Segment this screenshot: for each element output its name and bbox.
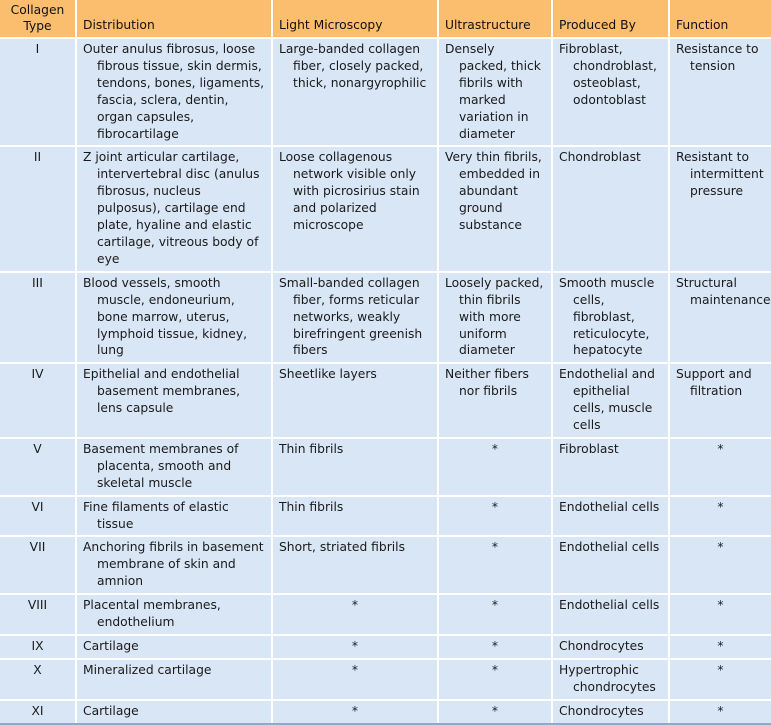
cell-function: * xyxy=(669,700,771,724)
header-distribution: Distribution xyxy=(76,0,272,38)
table-row xyxy=(0,659,771,700)
cell-light-microscopy: * xyxy=(272,659,438,700)
table-row xyxy=(0,363,771,438)
produced-by-text: Fibroblast, chondroblast, osteoblast, odontoblast xyxy=(559,42,657,107)
cell-produced-by xyxy=(552,496,669,537)
cell-produced-by xyxy=(552,146,669,271)
light-microscopy-text: Large-banded collagen fiber, closely packed, thick, nonargyrophilic xyxy=(279,42,427,90)
cell-ultrastructure: * xyxy=(438,594,552,635)
cell-function xyxy=(669,272,771,364)
ultrastructure-text: Loosely packed, thin fibrils with more uniform diameter xyxy=(445,275,544,358)
cell-ultrastructure xyxy=(438,272,552,364)
distribution-text: Cartilage xyxy=(83,703,139,718)
cell-type: II xyxy=(0,146,76,271)
function-text: Structural maintenance xyxy=(676,275,771,307)
distribution-text: Mineralized cartilage xyxy=(83,662,212,677)
distribution-text: Blood vessels, smooth muscle, endoneurium, bone marrow, uterus, lymphoid tissue, kidney, lung xyxy=(83,275,248,358)
header-row xyxy=(0,0,771,38)
light-microscopy-text: Thin fibrils xyxy=(279,441,344,456)
header-light-microscopy: Light Microscopy xyxy=(272,0,438,38)
table-row xyxy=(0,635,771,659)
cell-ultrastructure: * xyxy=(438,635,552,659)
cell-function: * xyxy=(669,496,771,537)
cell-type: IV xyxy=(0,363,76,438)
ultrastructure-text: Neither fibers nor fibrils xyxy=(445,367,529,399)
cell-produced-by xyxy=(552,38,669,146)
cell-light-microscopy: * xyxy=(272,700,438,724)
cell-distribution xyxy=(76,700,272,724)
produced-by-text: Hypertrophic chondrocytes xyxy=(559,662,656,694)
produced-by-text: Endothelial and epithelial cells, muscle cells xyxy=(559,367,655,433)
produced-by-text: Endothelial cells xyxy=(559,598,660,613)
cell-type: IX xyxy=(0,635,76,659)
cell-function: * xyxy=(669,635,771,659)
cell-ultrastructure xyxy=(438,146,552,271)
cell-light-microscopy xyxy=(272,363,438,438)
cell-function: * xyxy=(669,659,771,700)
cell-type: VI xyxy=(0,496,76,537)
header-collagen-type: Collagen Type xyxy=(0,0,76,38)
produced-by-text: Smooth muscle cells, fibroblast, reticulocyte, hepatocyte xyxy=(559,275,655,358)
cell-ultrastructure: * xyxy=(438,536,552,594)
distribution-text: Fine filaments of elastic tissue xyxy=(83,499,229,531)
table-row xyxy=(0,536,771,594)
distribution-text: Anchoring fibrils in basement membrane of skin and amnion xyxy=(83,540,264,589)
cell-function xyxy=(669,363,771,438)
light-microscopy-text: Thin fibrils xyxy=(279,499,344,514)
light-microscopy-text: Sheetlike layers xyxy=(279,367,377,382)
cell-ultrastructure: * xyxy=(438,438,552,496)
cell-produced-by xyxy=(552,536,669,594)
distribution-text: Placental membranes, endothelium xyxy=(83,598,221,630)
cell-light-microscopy xyxy=(272,496,438,537)
distribution-text: Epithelial and endothelial basement membranes, lens capsule xyxy=(83,367,240,416)
cell-distribution xyxy=(76,496,272,537)
cell-produced-by xyxy=(552,635,669,659)
table-row xyxy=(0,594,771,635)
function-text: Resistance to tension xyxy=(676,42,759,73)
produced-by-text: Fibroblast xyxy=(559,441,619,456)
cell-type: I xyxy=(0,38,76,146)
cell-type: VII xyxy=(0,536,76,594)
cell-function: * xyxy=(669,438,771,496)
cell-produced-by xyxy=(552,659,669,700)
cell-produced-by xyxy=(552,594,669,635)
cell-distribution xyxy=(76,272,272,364)
cell-distribution xyxy=(76,363,272,438)
cell-distribution xyxy=(76,536,272,594)
cell-light-microscopy xyxy=(272,438,438,496)
cell-distribution xyxy=(76,146,272,271)
produced-by-text: Chondrocytes xyxy=(559,703,644,718)
table-row xyxy=(0,38,771,146)
header-function: Function xyxy=(669,0,771,38)
cell-ultrastructure xyxy=(438,363,552,438)
header-ultrastructure: Ultrastructure xyxy=(438,0,552,38)
produced-by-text: Endothelial cells xyxy=(559,540,660,555)
header-produced-by: Produced By xyxy=(552,0,669,38)
ultrastructure-text: Very thin fibrils, embedded in abundant ground substance xyxy=(445,150,542,233)
cell-ultrastructure: * xyxy=(438,496,552,537)
cell-produced-by xyxy=(552,700,669,724)
table-row xyxy=(0,496,771,537)
light-microscopy-text: Short, striated fibrils xyxy=(279,540,406,555)
cell-type: V xyxy=(0,438,76,496)
cell-type: VIII xyxy=(0,594,76,635)
cell-function xyxy=(669,146,771,271)
cell-light-microscopy xyxy=(272,536,438,594)
table-row xyxy=(0,272,771,364)
cell-distribution xyxy=(76,594,272,635)
produced-by-text: Endothelial cells xyxy=(559,499,660,514)
cell-light-microscopy: * xyxy=(272,594,438,635)
distribution-text: Outer anulus fibrosus, loose fibrous tissue, skin dermis, tendons, bones, ligaments, fascia, sclera, dentin, organ capsules, fibrocartilage xyxy=(83,42,265,141)
cell-produced-by xyxy=(552,363,669,438)
function-text: Resistant to intermittent pressure xyxy=(676,150,764,199)
cell-produced-by xyxy=(552,272,669,364)
cell-ultrastructure: * xyxy=(438,700,552,724)
cell-light-microscopy xyxy=(272,272,438,364)
cell-ultrastructure xyxy=(438,38,552,146)
cell-function: * xyxy=(669,536,771,594)
distribution-text: Basement membranes of placenta, smooth and skeletal muscle xyxy=(83,441,239,490)
cell-distribution xyxy=(76,438,272,496)
produced-by-text: Chondrocytes xyxy=(559,639,644,653)
light-microscopy-text: Loose collagenous network visible only with picrosirius stain and polarized microscope xyxy=(279,150,420,233)
table-row xyxy=(0,438,771,496)
cell-distribution xyxy=(76,38,272,146)
distribution-text: Z joint articular cartilage, intervertebral disc (anulus fibrosus, nucleus pulposus), cartilage end plate, hyaline and elastic cartilage, vitreous body of eye xyxy=(83,150,260,266)
cell-function xyxy=(669,38,771,146)
cell-function: * xyxy=(669,594,771,635)
cell-ultrastructure: * xyxy=(438,659,552,700)
table-row xyxy=(0,700,771,724)
cell-distribution xyxy=(76,635,272,659)
cell-light-microscopy xyxy=(272,146,438,271)
cell-light-microscopy xyxy=(272,38,438,146)
light-microscopy-text: Small-banded collagen fiber, forms reticular networks, weakly birefringent greenish fibers xyxy=(279,275,423,358)
cell-produced-by xyxy=(552,438,669,496)
ultrastructure-text: Densely packed, thick fibrils with marked variation in diameter xyxy=(445,42,541,141)
cell-distribution xyxy=(76,659,272,700)
distribution-text: Cartilage xyxy=(83,639,139,653)
cell-type: III xyxy=(0,272,76,364)
function-text: Support and filtration xyxy=(676,367,752,399)
produced-by-text: Chondroblast xyxy=(559,150,641,165)
cell-light-microscopy: * xyxy=(272,635,438,659)
cell-type: X xyxy=(0,659,76,700)
table-row xyxy=(0,146,771,271)
cell-type: XI xyxy=(0,700,76,724)
